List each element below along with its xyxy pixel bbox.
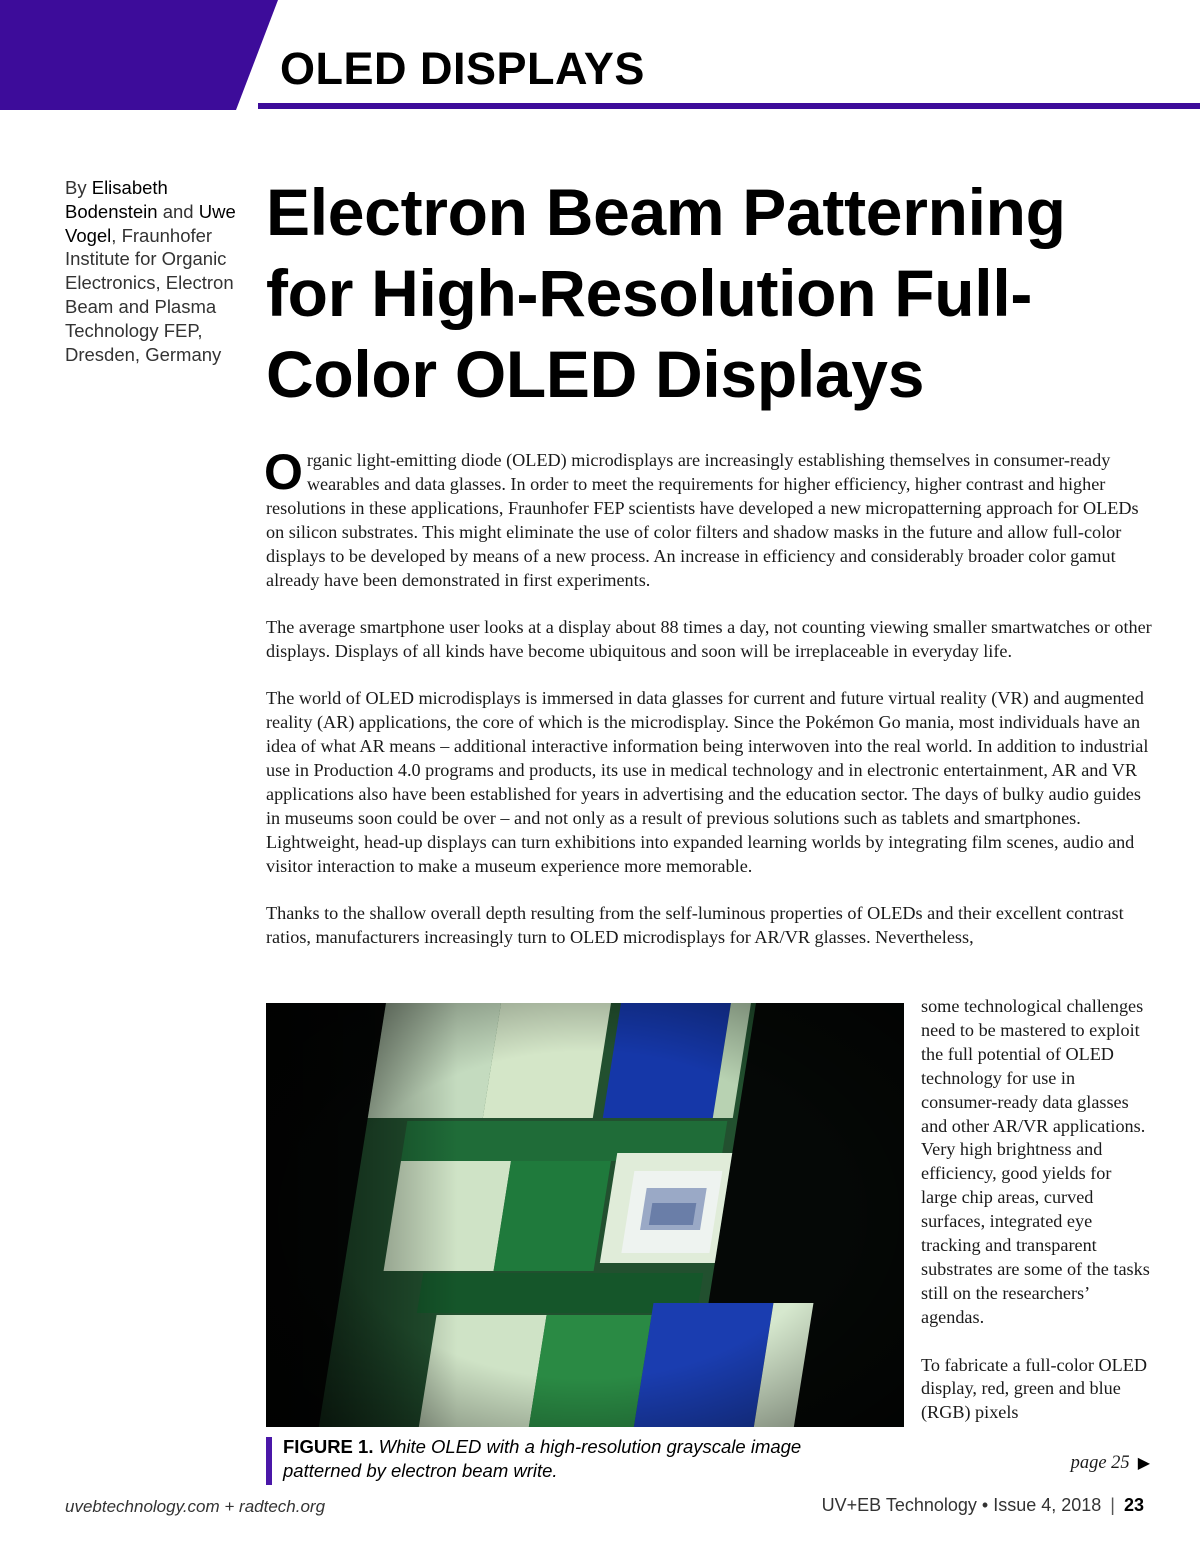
footer-websites: uvebtechnology.com + radtech.org	[65, 1497, 326, 1516]
section-title: OLED DISPLAYS	[280, 43, 645, 94]
triangle-right-icon: ▶	[1137, 1455, 1150, 1472]
body-paragraph: The world of OLED microdisplays is immersed in data glasses for current and future virtual reality (VR) and augmented reality (AR) applications, the core of which is the microdisplay. Since the Pokémon Go mania, most individuals have an idea of what AR means – additional interactive information being interwoven into the real world. In addition to industrial use in Production 4.0 programs and products, its use in medical technology and in electronic entertainment, AR and VR applications also have been established for years in advertising and the education sector. The days of bulky audio guides in museums soon could be over – and not only as a result of previous solutions such as tablets and smartphones. Lightweight, head-up displays can turn exhibitions into expanded learning worlds by integrating film scenes, audio and visitor interaction to make a museum experience more memorable.	[266, 688, 1149, 876]
drop-cap: O	[264, 444, 303, 500]
footer-separator: |	[1110, 1495, 1115, 1515]
byline-prefix: By	[65, 177, 92, 198]
caption-accent-bar	[266, 1437, 272, 1485]
page-number: 23	[1123, 1495, 1144, 1515]
figure-caption-text: White OLED with a high-resolution grayscale image patterned by electron beam write.	[283, 1436, 802, 1481]
article-body	[264, 444, 1152, 972]
figure-label: FIGURE 1.	[283, 1436, 374, 1457]
intro-text: rganic light-emitting diode (OLED) microdisplays are increasingly establishing themselves in consumer-ready wearables and data glasses. In order to meet the requirements for higher efficiency, higher contrast and higher resolutions in these applications, Fraunhofer FEP scientists have developed a new micropatterning approach for OLEDs on silicon substrates. This might eliminate the use of color filters and shadow masks in the future and allow full-color displays to be developed by means of a new process. An increase in efficiency and considerably broader color gamut already have been demonstrated in first experiments.	[266, 450, 1139, 590]
article-title: Electron Beam Patterning for High-Resolution Full-Color OLED Displays	[266, 175, 1066, 411]
body-paragraph: The average smartphone user looks at a display about 88 times a day, not counting viewing smaller smartwatches or other displays. Displays of all kinds have become ubiquitous and soon will be irreplaceable in everyday life.	[266, 617, 1152, 661]
header-rule	[258, 103, 1200, 109]
header-corner-band	[0, 0, 280, 110]
continued-page-label: page 25	[1070, 1453, 1130, 1473]
figure-caption	[283, 1435, 883, 1483]
author-name: Elisabeth Bodenstein	[65, 177, 168, 222]
footer-publication-info	[822, 1495, 1144, 1516]
body-paragraph: some technological challenges need to be mastered to exploit the full potential of OLED technology for use in consumer-ready data glasses and other AR/VR applications. Very high brightness and efficiency, good yields for large chip areas, curved surfaces, integrated eye tracking and transparent substrates are some of the tasks still on the researchers’ agendas.	[921, 996, 1150, 1327]
side-column	[921, 995, 1151, 1449]
body-paragraph: Thanks to the shallow overall depth resulting from the self-luminous properties of OLEDs and their excellent contrast ratios, manufacturers increasingly turn to OLED microdisplays for AR/VR glasses. Nevertheless,	[266, 903, 1124, 947]
publication-issue: UV+EB Technology • Issue 4, 2018	[821, 1495, 1102, 1515]
continued-on-link[interactable]	[1000, 1453, 1150, 1474]
author-affiliation: Fraunhofer Institute for Organic Electronics, Electron Beam and Plasma Technology FEP, Dresden, Germany	[65, 224, 234, 365]
oled-microdisplay-photo	[266, 1003, 904, 1427]
author-name: Uwe Vogel	[65, 200, 236, 246]
byline-joiner: and	[157, 200, 199, 222]
body-paragraph: To fabricate a full-color OLED display, red, green and blue (RGB) pixels	[921, 1354, 1147, 1423]
byline-comma: ,	[111, 224, 117, 246]
byline	[65, 176, 255, 366]
intro-paragraph	[264, 444, 1152, 592]
